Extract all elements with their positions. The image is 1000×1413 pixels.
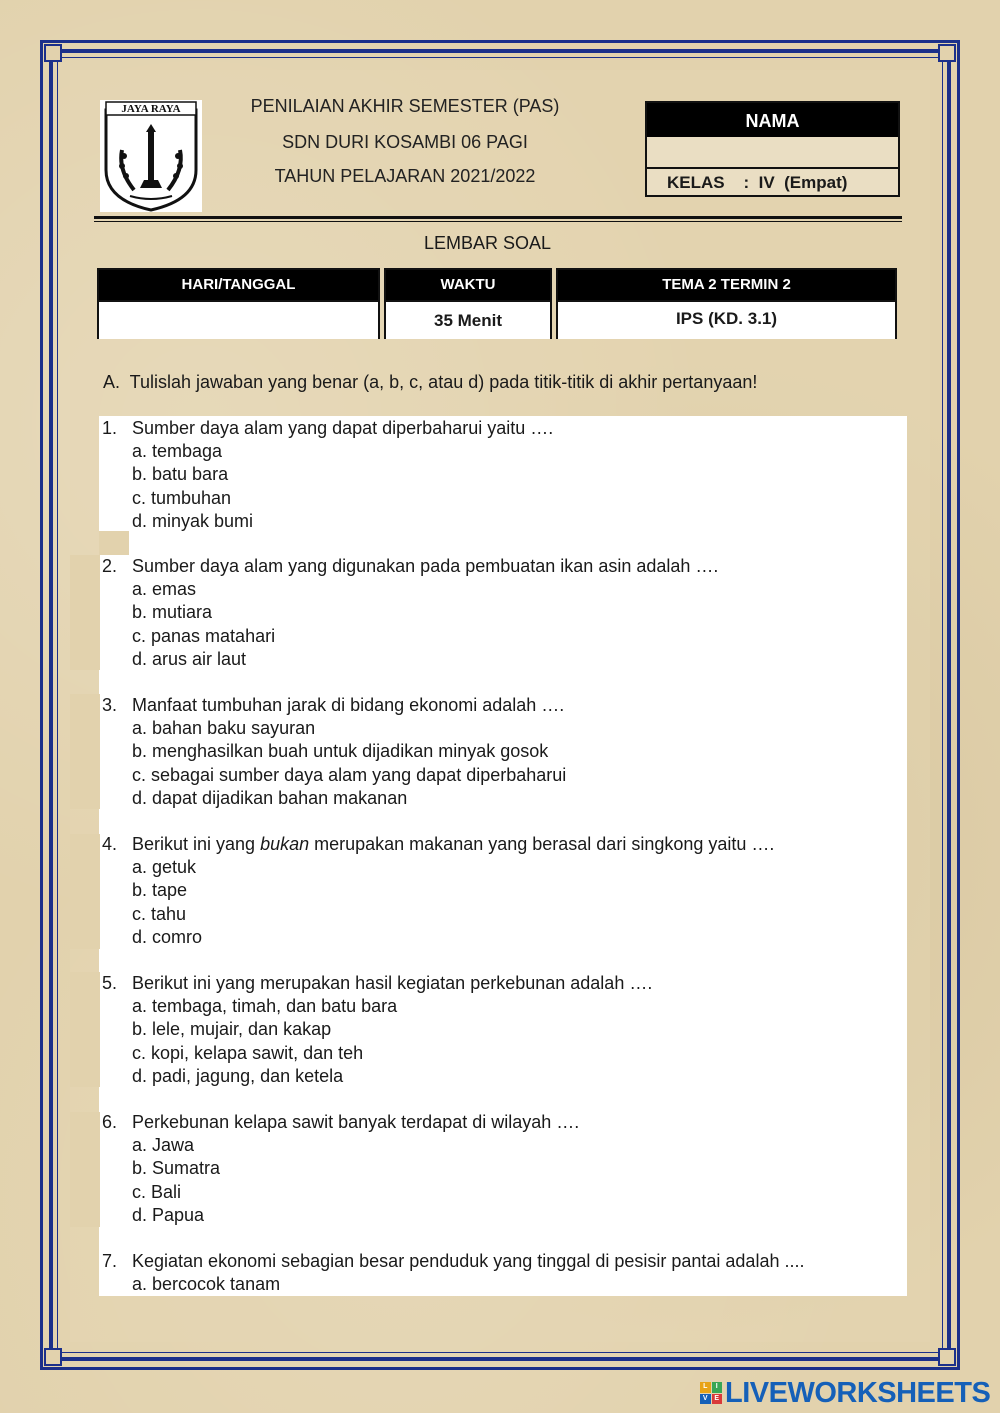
- corner-ornament: [44, 1348, 62, 1366]
- liveworksheets-logo-icon: [700, 1382, 722, 1404]
- liveworksheets-name: LIVEWORKSHEETS: [725, 1376, 991, 1409]
- question-number: 4.: [102, 834, 118, 854]
- option-b[interactable]: b. tape: [132, 880, 188, 901]
- option-d[interactable]: d. padi, jagung, dan ketela: [132, 1065, 344, 1086]
- option-d[interactable]: d. minyak bumi: [132, 510, 254, 531]
- sheet-title: LEMBAR SOAL: [423, 233, 552, 253]
- option-b[interactable]: b. lele, mujair, dan kakap: [132, 1019, 332, 1040]
- header-divider: [94, 216, 902, 219]
- question-number: 5.: [102, 973, 118, 993]
- nama-field[interactable]: [647, 137, 898, 169]
- option-a[interactable]: a. emas: [132, 579, 197, 600]
- question-3: [102, 694, 566, 810]
- nama-label: NAMA: [647, 103, 898, 137]
- header-line-2: SDN DURI KOSAMBI 06 PAGI: [282, 132, 528, 152]
- question-text: Sumber daya alam yang dapat diperbaharui yaitu ….: [132, 418, 554, 438]
- paper-gap: [70, 555, 100, 670]
- waktu-cell: [384, 268, 552, 339]
- option-a[interactable]: a. bercocok tanam: [132, 1274, 281, 1295]
- option-b[interactable]: b. Sumatra: [132, 1158, 221, 1179]
- hari-tanggal-cell: [97, 268, 380, 339]
- option-a[interactable]: a. tembaga, timah, dan batu bara: [132, 996, 398, 1017]
- question-1: [102, 417, 553, 533]
- question-2: [102, 555, 718, 671]
- paper-gap: [70, 972, 100, 1087]
- question-text-pre: Berikut ini yang: [132, 834, 261, 854]
- instruction-text: A. Tulislah jawaban yang benar (a, b, c, atau d) pada titik-titik di akhir pertanyaan!: [103, 372, 758, 392]
- waktu-label: WAKTU: [386, 270, 550, 300]
- option-d[interactable]: d. comro: [132, 926, 203, 947]
- option-d[interactable]: d. arus air laut: [132, 648, 247, 669]
- question-text: Kegiatan ekonomi sebagian besar penduduk yang tinggal di pesisir pantai adalah ....: [132, 1251, 805, 1271]
- logo-tile: V: [700, 1394, 711, 1405]
- option-c[interactable]: c. sebagai sumber daya alam yang dapat diperbaharui: [132, 764, 567, 785]
- question-number: 7.: [102, 1251, 118, 1271]
- option-c[interactable]: c. tahu: [132, 903, 187, 924]
- question-text: Sumber daya alam yang digunakan pada pembuatan ikan asin adalah ….: [132, 556, 719, 576]
- header-line-1: PENILAIAN AKHIR SEMESTER (PAS): [250, 96, 560, 116]
- option-c[interactable]: c. panas matahari: [132, 625, 276, 646]
- kelas-label: KELAS : IV (Empat): [667, 173, 848, 192]
- question-number: 6.: [102, 1112, 118, 1132]
- paper-gap: [70, 694, 100, 809]
- option-a[interactable]: a. tembaga: [132, 441, 223, 462]
- question-7: [102, 1250, 804, 1296]
- question-5: [102, 972, 652, 1088]
- hari-tanggal-field[interactable]: [99, 300, 378, 339]
- logo-text: JAYA RAYA: [121, 103, 181, 115]
- corner-ornament: [938, 44, 956, 62]
- corner-ornament: [938, 1348, 956, 1366]
- question-number: 3.: [102, 695, 118, 715]
- tema-label: TEMA 2 TERMIN 2: [558, 270, 895, 300]
- question-number: 2.: [102, 556, 118, 576]
- option-c[interactable]: c. tumbuhan: [132, 487, 232, 508]
- option-c[interactable]: c. Bali: [132, 1181, 182, 1202]
- paper-gap: [70, 1112, 100, 1227]
- question-text-post: merupakan makanan yang berasal dari singkong yaitu ….: [309, 834, 775, 854]
- question-6: [102, 1111, 579, 1227]
- option-c[interactable]: c. kopi, kelapa sawit, dan teh: [132, 1042, 364, 1063]
- question-text: Manfaat tumbuhan jarak di bidang ekonomi adalah ….: [132, 695, 565, 715]
- header-divider-thin: [94, 221, 902, 222]
- header-line-3: TAHUN PELAJARAN 2021/2022: [274, 166, 536, 186]
- question-text-emphasis: bukan: [260, 834, 310, 854]
- paper-gap: [70, 834, 100, 949]
- paper-gap: [99, 531, 129, 555]
- option-b[interactable]: b. mutiara: [132, 602, 213, 623]
- name-class-box: [645, 101, 900, 197]
- option-b[interactable]: b. menghasilkan buah untuk dijadikan minyak gosok: [132, 741, 549, 762]
- waktu-value: 35 Menit: [386, 300, 550, 339]
- option-b[interactable]: b. batu bara: [132, 464, 229, 485]
- option-d[interactable]: d. dapat dijadikan bahan makanan: [132, 787, 408, 808]
- option-a[interactable]: a. Jawa: [132, 1135, 195, 1156]
- logo-tile: E: [712, 1394, 723, 1405]
- liveworksheets-brand[interactable]: [700, 1378, 990, 1408]
- hari-tanggal-label: HARI/TANGGAL: [99, 270, 378, 300]
- question-text: [132, 833, 774, 856]
- jaya-raya-logo: [100, 100, 202, 212]
- tema-value: IPS (KD. 3.1): [558, 300, 895, 339]
- option-d[interactable]: d. Papua: [132, 1204, 205, 1225]
- question-number: 1.: [102, 418, 118, 438]
- logo-tile: I: [712, 1382, 723, 1393]
- question-4: [102, 833, 774, 949]
- corner-ornament: [44, 44, 62, 62]
- logo-tile: L: [700, 1382, 711, 1393]
- question-text: Perkebunan kelapa sawit banyak terdapat di wilayah ….: [132, 1112, 580, 1132]
- option-a[interactable]: a. bahan baku sayuran: [132, 718, 316, 739]
- question-text: Berikut ini yang merupakan hasil kegiatan perkebunan adalah ….: [132, 973, 653, 993]
- tema-cell: [556, 268, 897, 339]
- option-a[interactable]: a. getuk: [132, 857, 197, 878]
